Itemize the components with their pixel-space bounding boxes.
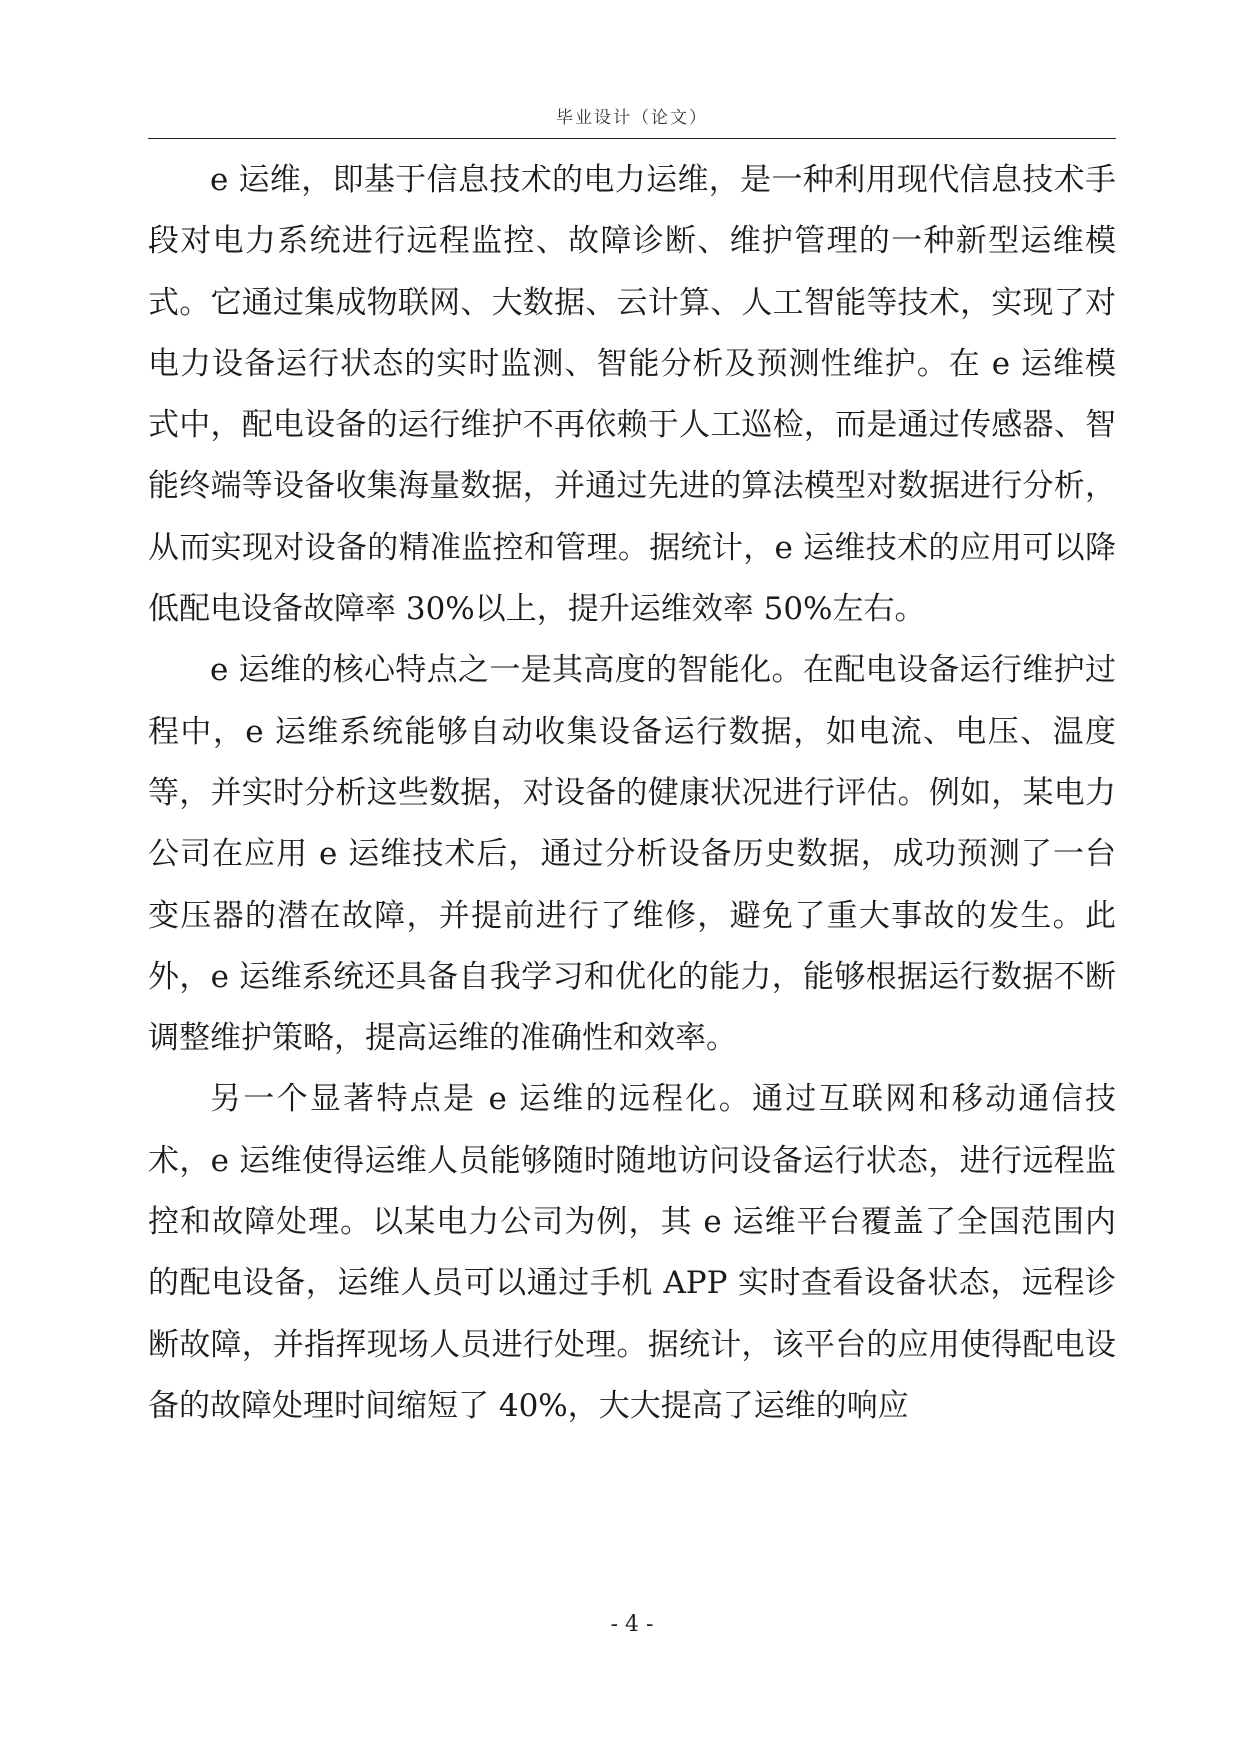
document-body xyxy=(148,150,1116,1437)
paragraph-3: 另一个显著特点是 e 运维的远程化。通过互联网和移动通信技术，e 运维使得运维人员能够随时随地访问设备运行状态，进行远程监控和故障处理。以某电力公司为例，其 e 运维平台覆盖了全国范围内的配电设备，运维人员可以通过手机 APP 实时查看设备状态，远程诊断故障，并指挥现场人员进行处理。据统计，该平台的应用使得配电设备的故障处理时间缩短了 40%，大大提高了运维的响应 xyxy=(148,1081,1116,1424)
page-header: 毕业设计（论文） xyxy=(556,108,708,128)
paragraph-1: e 运维，即基于信息技术的电力运维，是一种利用现代信息技术手段对电力系统进行远程监控、故障诊断、维护管理的一种新型运维模式。它通过集成物联网、大数据、云计算、人工智能等技术，实现了对电力设备运行状态的实时监测、智能分析及预测性维护。在 e 运维模式中，配电设备的运行维护不再依赖于人工巡检，而是通过传感器、智能终端等设备收集海量数据，并通过先进的算法模型对数据进行分析，从而实现对设备的精准监控和管理。据统计，e 运维技术的应用可以降低配电设备故障率 30%以上，提升运维效率 50%左右。 xyxy=(148,162,1116,628)
header-divider xyxy=(148,138,1116,139)
paragraph-2: e 运维的核心特点之一是其高度的智能化。在配电设备运行维护过程中，e 运维系统能够自动收集设备运行数据，如电流、电压、温度等，并实时分析这些数据，对设备的健康状况进行评估。例如，某电力公司在应用 e 运维技术后，通过分析设备历史数据，成功预测了一台变压器的潜在故障，并提前进行了维修，避免了重大事故的发生。此外，e 运维系统还具备自我学习和优化的能力，能够根据运行数据不断调整维护策略，提高运维的准确性和效率。 xyxy=(148,652,1116,1057)
page-number: - 4 - xyxy=(610,1612,654,1637)
